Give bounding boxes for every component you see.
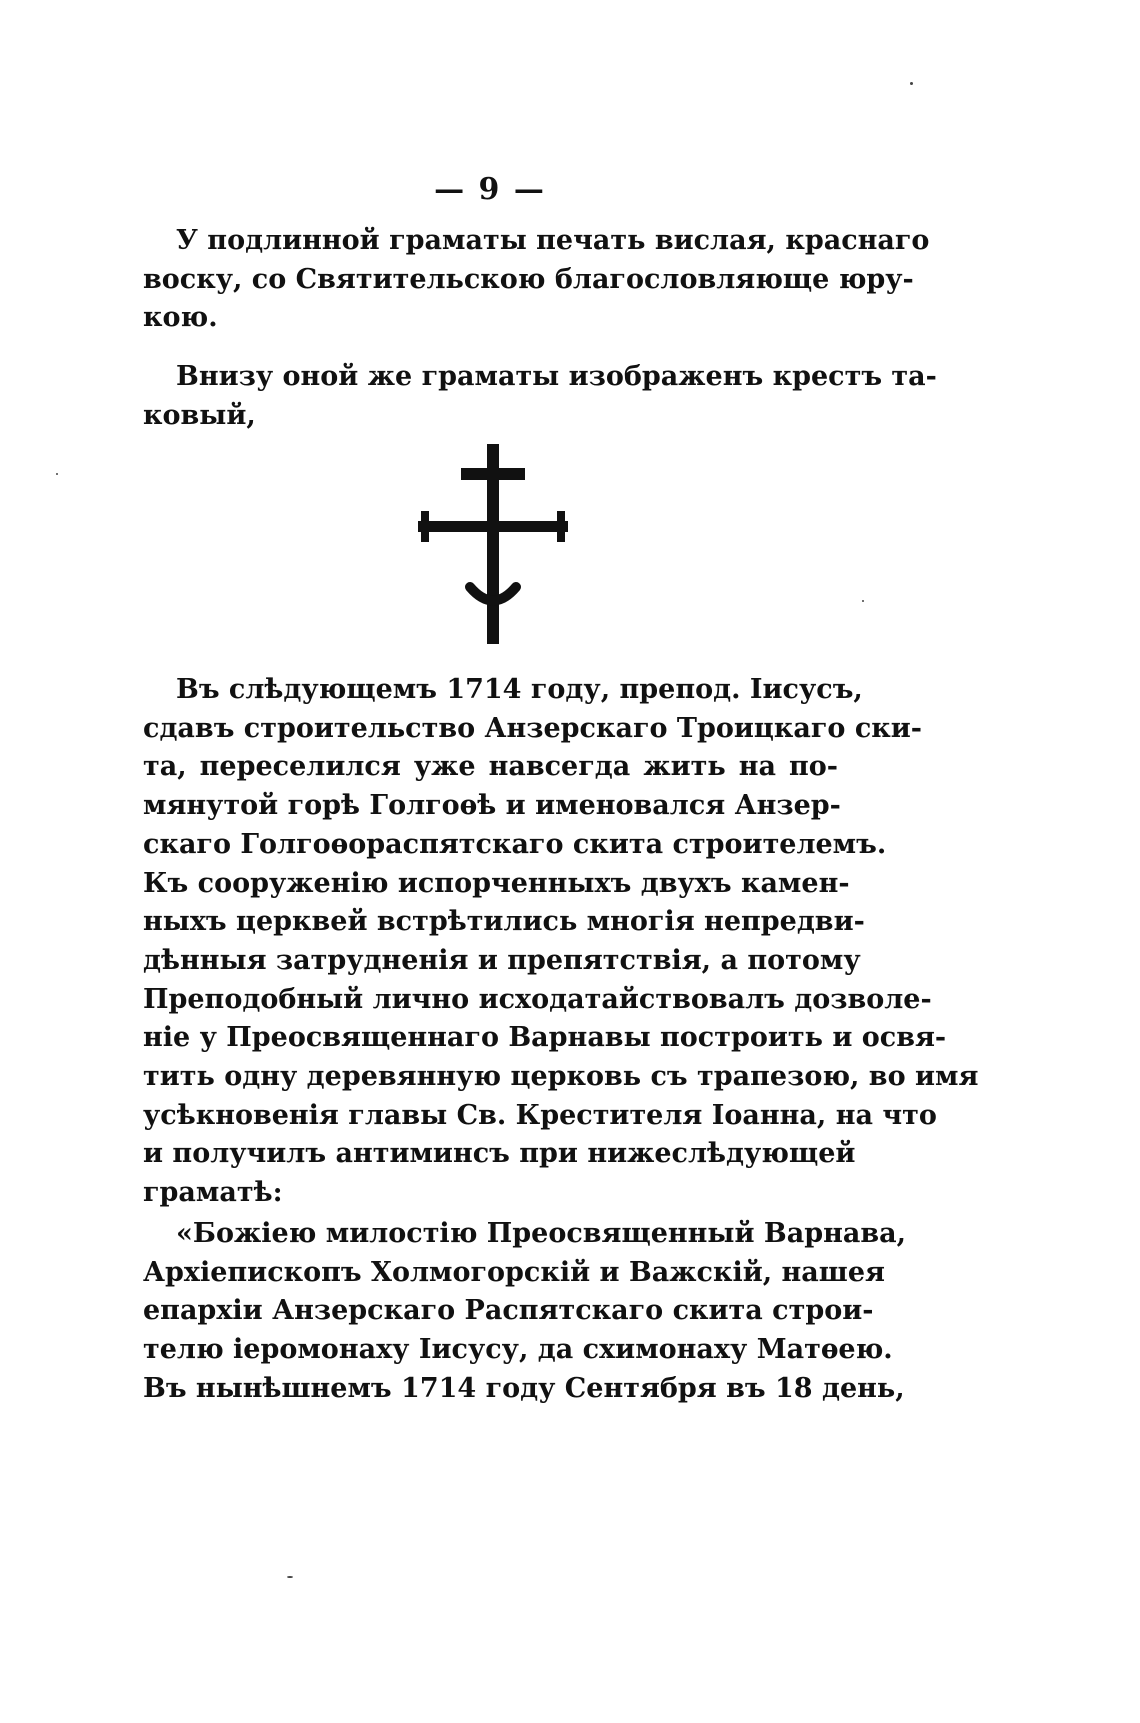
text-line: Въ нынѣшнемъ 1714 году Сентября въ 18 день,	[143, 1372, 905, 1404]
text-line: «Божіею милостію Преосвященный Варнава,	[176, 1218, 907, 1249]
text-line: мянутой горѣ Голгоѳѣ и именовался Анзер-	[143, 790, 841, 822]
paragraph-seal-description	[143, 222, 930, 338]
text-line: усѣкновенія главы Св. Крестителя Іоанна, на что	[143, 1099, 937, 1131]
text-line: та, переселился уже навсегда жить на по-	[143, 751, 838, 783]
page-number: — 9 —	[434, 172, 546, 207]
text-line: Архіепископъ Холмогорскій и Важскій, нашея	[143, 1256, 885, 1288]
text-line: и получилъ антиминсъ при нижеслѣдующей	[143, 1138, 856, 1170]
text-line: ковый,	[143, 399, 256, 431]
text-line: ныхъ церквей встрѣтились многія непредви-	[143, 906, 865, 938]
text-line: кою.	[143, 302, 218, 334]
text-line: скаго Голгоѳораспятскаго скита строителемъ.	[143, 828, 887, 860]
text-line: Къ сооруженію испорченныхъ двухъ камен-	[143, 867, 850, 899]
text-line: ніе у Преосвященнаго Варнавы построить и освя-	[143, 1022, 947, 1054]
text-line: Преподобный лично исходатайствовалъ дозволе-	[143, 983, 932, 1015]
scan-speck	[287, 1576, 293, 1578]
paragraph-cross-intro	[143, 358, 937, 435]
text-line: граматѣ:	[143, 1177, 283, 1209]
text-line: дѣнныя затрудненія и препятствія, а потому	[143, 944, 861, 976]
scan-speck	[862, 600, 864, 602]
orthodox-cross-icon	[418, 444, 568, 644]
text-line: епархіи Анзерскаго Распятскаго скита строи-	[143, 1295, 874, 1327]
text-line: тить одну деревянную церковь съ трапезою, во имя	[143, 1061, 979, 1093]
paragraph-charter-quote	[143, 1215, 907, 1409]
scan-speck	[56, 473, 58, 475]
scan-speck	[910, 82, 913, 85]
text-line: сдавъ строительство Анзерскаго Троицкаго ски-	[143, 712, 922, 744]
paragraph-main-narrative	[143, 671, 979, 1213]
text-line: воску, со Святительскою благословляюще юру-	[143, 263, 914, 295]
text-line: Въ слѣдующемъ 1714 году, препод. Іисусъ,	[176, 674, 863, 705]
text-line: телю іеромонаху Іисусу, да схимонаху Матѳею.	[143, 1334, 893, 1366]
text-line: Внизу оной же граматы изображенъ крестъ та-	[176, 361, 937, 392]
text-line: У подлинной граматы печать вислая, краснаго	[176, 225, 930, 256]
